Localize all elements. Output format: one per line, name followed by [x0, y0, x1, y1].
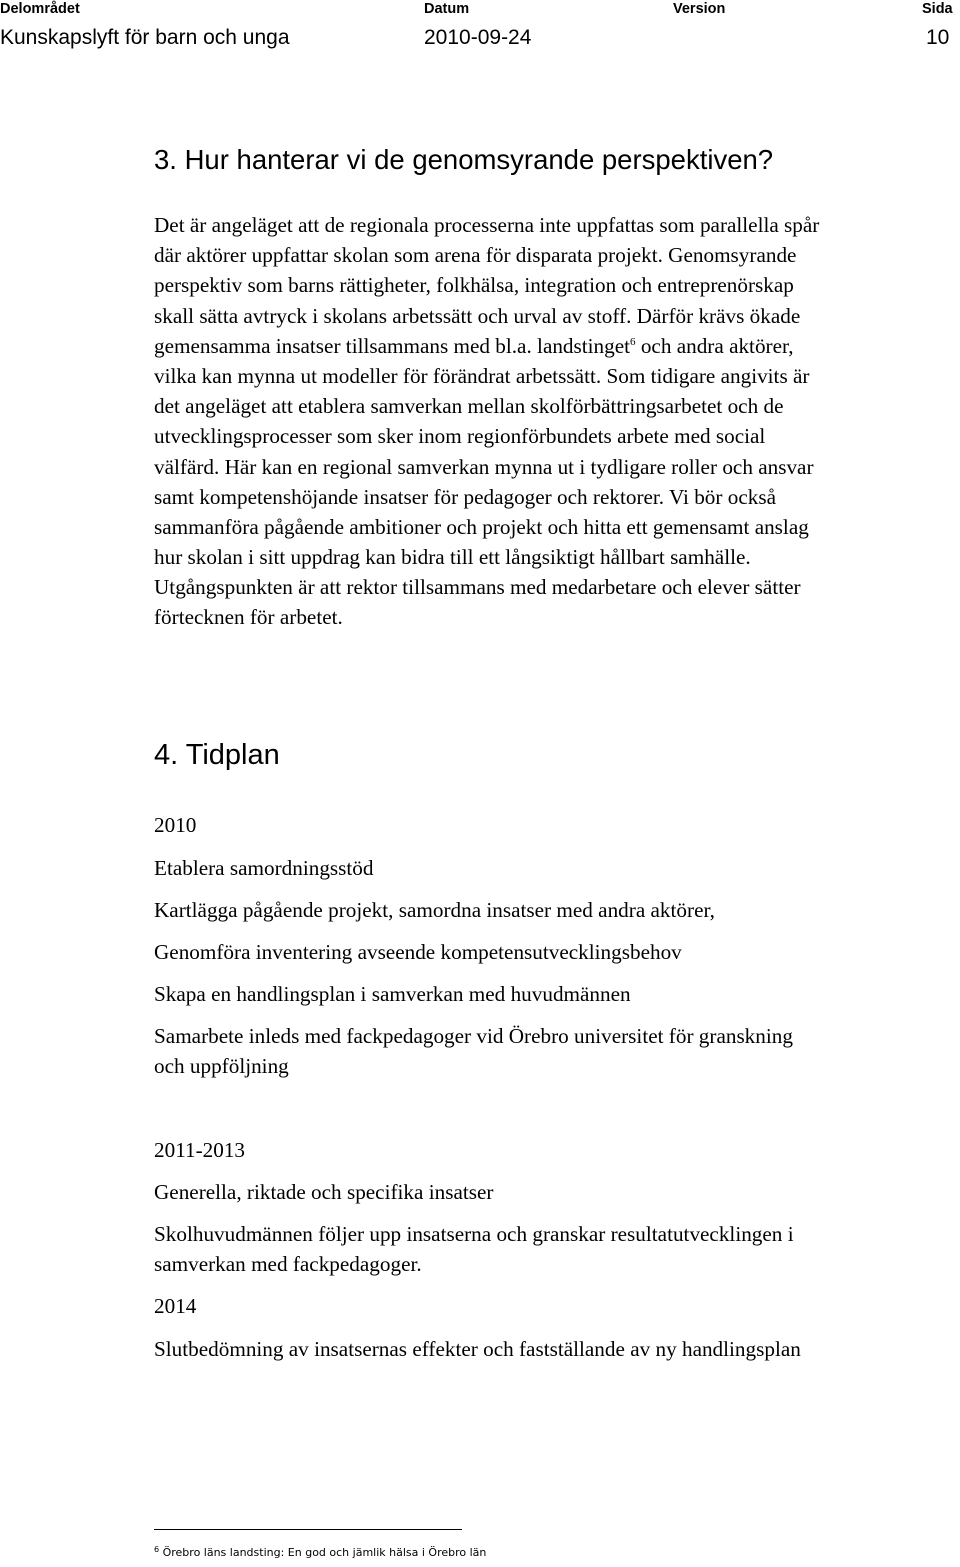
timeline-item: Genomföra inventering avseende kompetensutvecklingsbehov — [154, 940, 682, 964]
paragraph-line: utvecklingsprocesser som sker inom regionförbundets arbete med social — [154, 424, 766, 449]
paragraph-line: förtecknen för arbetet. — [154, 605, 343, 630]
header-label-page: Sida — [922, 1, 953, 17]
timeline-item: och uppföljning — [154, 1054, 289, 1078]
timeline-item: Generella, riktade och specifika insatser — [154, 1180, 494, 1204]
paragraph-line: Utgångspunkten är att rektor tillsammans med medarbetare och elever sätter — [154, 575, 801, 600]
paragraph-line: samt kompetenshöjande insatser för pedagoger och rektorer. Vi bör också — [154, 484, 776, 509]
timeline-item: Samarbete inleds med fackpedagoger vid Örebro universitet för granskning — [154, 1024, 793, 1048]
paragraph-line-with-footnote — [154, 331, 819, 361]
header-page-number: 10 — [926, 26, 950, 49]
timeline-item: Skolhuvudmännen följer upp insatserna och granskar resultatutvecklingen i — [154, 1222, 794, 1246]
paragraph-line: hur skolan i sitt uppdrag kan bidra till ett långsiktigt hållbart samhälle. — [154, 545, 751, 570]
timeline-year: 2010 — [154, 813, 197, 837]
paragraph-line: sammanföra pågående ambitioner och projekt och hitta ett gemensamt anslag — [154, 514, 809, 539]
paragraph-line: skall sätta avtryck i skolans arbetssätt och urval av stoff. Därför krävs ökade — [154, 303, 801, 328]
header-area-value: Kunskapslyft för barn och unga — [0, 26, 290, 49]
footnote-number: 6 — [154, 1545, 160, 1554]
timeline-item: Skapa en handlingsplan i samverkan med huvudmännen — [154, 982, 631, 1006]
timeline-item: Kartlägga pågående projekt, samordna insatser med andra aktörer, — [154, 898, 715, 922]
paragraph-line: vilka kan mynna ut modeller för förändrat arbetssätt. Som tidigare angivits är — [154, 363, 810, 388]
paragraph-line: välfärd. Här kan en regional samverkan mynna ut i tydligare roller och ansvar — [154, 454, 814, 479]
timeline-year: 2011-2013 — [154, 1138, 246, 1162]
timeline-year: 2014 — [154, 1294, 197, 1318]
header-date-value: 2010-09-24 — [424, 26, 532, 49]
header-label-version: Version — [673, 1, 726, 17]
footnote-separator — [154, 1529, 462, 1530]
paragraph-line: Det är angeläget att de regionala processerna inte uppfattas som parallella spår — [154, 213, 820, 237]
timeline-item: Slutbedömning av insatsernas effekter och fastställande av ny handlingsplan — [154, 1337, 801, 1361]
paragraph-line-part: och andra aktörer, — [640, 333, 794, 358]
paragraph-line-part: gemensamma insatser tillsammans med bl.a. landstinget — [154, 333, 631, 358]
paragraph-line: det angeläget att etablera samverkan mellan skolförbättringsarbetet och de — [154, 394, 784, 419]
timeline-item: Etablera samordningsstöd — [154, 856, 374, 880]
paragraph-line: där aktörer uppfattar skolan som arena för disparata projekt. Genomsyrande — [154, 243, 797, 268]
footnote — [154, 1546, 486, 1560]
section-3-heading: 3. Hur hanterar vi de genomsyrande perspektiven? — [154, 144, 774, 175]
header-label-area: Delområdet — [0, 1, 80, 17]
footnote-reference[interactable]: 6 — [630, 335, 636, 348]
section-3-paragraph — [154, 210, 819, 633]
paragraph-line: perspektiv som barns rättigheter, folkhälsa, integration och entreprenörskap — [154, 273, 794, 298]
timeline-item: samverkan med fackpedagoger. — [154, 1252, 422, 1276]
section-4-heading: 4. Tidplan — [154, 739, 280, 771]
header-label-date: Datum — [424, 1, 470, 17]
footnote-text: Örebro läns landsting: En god och jämlik hälsa i Örebro län — [162, 1546, 487, 1559]
